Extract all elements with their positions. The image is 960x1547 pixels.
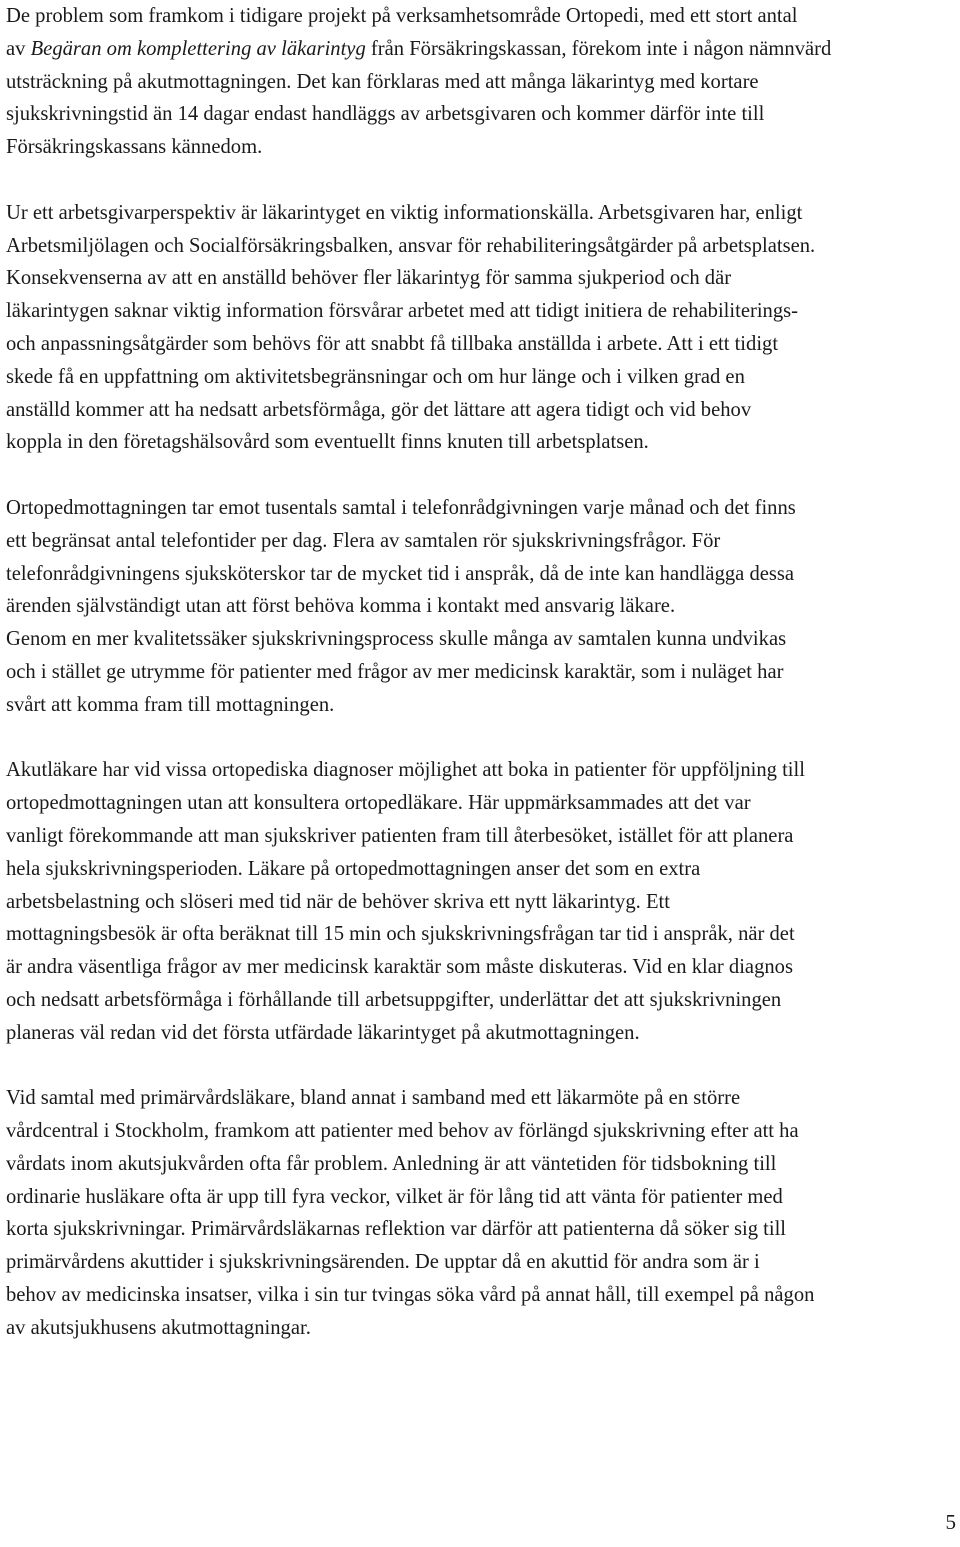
text-line: anställd kommer att ha nedsatt arbetsförmåga, gör det lättare att agera tidigt och vid behov xyxy=(6,398,752,421)
text-line: Arbetsmiljölagen och Socialförsäkringsbalken, ansvar för rehabiliteringsåtgärder på arbetsplatsen. xyxy=(6,234,816,257)
text-line: är andra väsentliga frågor av mer medicinsk karaktär som måste diskuteras. Vid en klar diagnos xyxy=(6,956,793,979)
text-line: Ur ett arbetsgivarperspektiv är läkarintyget en viktig informationskälla. Arbetsgivaren har, enligt xyxy=(6,201,803,224)
text-line: korta sjukskrivningar. Primärvårdsläkarnas reflektion var därför att patienterna då söker sig till xyxy=(6,1218,787,1241)
text-line: sjukskrivningstid än 14 dagar endast handläggs av arbetsgivaren och kommer därför inte till xyxy=(6,103,765,126)
text-line: behov av medicinska insatser, vilka i sin tur tvingas söka vård på annat håll, till exempel på någon xyxy=(6,1284,815,1307)
text-line: och i stället ge utrymme för patienter med frågor av mer medicinsk karaktär, som i nuläget har xyxy=(6,660,784,683)
text-line: läkarintygen saknar viktig information försvårar arbetet med att tidigt initiera de rehabiliterings- xyxy=(6,300,799,323)
text-line: utsträckning på akutmottagningen. Det kan förklaras med att många läkarintyg med kortare xyxy=(6,70,759,93)
text-line: Akutläkare har vid vissa ortopediska diagnoser möjlighet att boka in patienter för uppföljning till xyxy=(6,759,805,782)
text-line: Vid samtal med primärvårdsläkare, bland annat i samband med ett läkarmöte på en större xyxy=(6,1087,741,1110)
document-body xyxy=(6,0,954,1345)
text-line: arbetsbelastning och slöseri med tid när de behöver skriva ett nytt läkarintyg. Ett xyxy=(6,890,670,913)
italic-title: Begäran om komplettering av läkarintyg xyxy=(30,37,366,60)
text-line: ordinarie husläkare ofta är upp till fyra veckor, vilket är för lång tid att vänta för patienter med xyxy=(6,1185,783,1208)
paragraph xyxy=(6,492,954,722)
text-line: vårdats inom akutsjukvården ofta får problem. Anledning är att väntetiden för tidsbokning till xyxy=(6,1152,777,1175)
text-line: ärenden självständigt utan att först behöva komma i kontakt med ansvarig läkare. xyxy=(6,595,676,618)
text-line: av akutsjukhusens akutmottagningar. xyxy=(6,1316,311,1339)
text-line: och nedsatt arbetsförmåga i förhållande till arbetsuppgifter, underlättar det att sjukskrivningen xyxy=(6,988,782,1011)
text-line: Genom en mer kvalitetssäker sjukskrivningsprocess skulle många av samtalen kunna undvikas xyxy=(6,628,787,651)
page-number: 5 xyxy=(945,1510,956,1534)
text-line: hela sjukskrivningsperioden. Läkare på ortopedmottagningen anser det som en extra xyxy=(6,857,701,880)
text-line: De problem som framkom i tidigare projekt på verksamhetsområde Ortopedi, med ett stort antal xyxy=(6,5,798,27)
text-line: svårt att komma fram till mottagningen. xyxy=(6,693,335,716)
text-segment: av xyxy=(6,37,31,60)
text-line xyxy=(6,33,954,66)
text-line: Ortopedmottagningen tar emot tusentals samtal i telefonrådgivningen varje månad och det finns xyxy=(6,496,796,519)
text-line: koppla in den företagshälsovård som eventuellt finns knuten till arbetsplatsen. xyxy=(6,431,649,454)
text-line: planeras väl redan vid det första utfärdade läkarintyget på akutmottagningen. xyxy=(6,1021,640,1044)
paragraph xyxy=(6,197,954,459)
paragraph xyxy=(6,0,954,164)
text-line: primärvårdens akuttider i sjukskrivningsärenden. De upptar då en akuttid för andra som är i xyxy=(6,1251,760,1274)
text-line: Konsekvenserna av att en anställd behöver fler läkarintyg för samma sjukperiod och där xyxy=(6,267,732,290)
text-line: ett begränsat antal telefontider per dag. Flera av samtalen rör sjukskrivningsfrågor. För xyxy=(6,529,721,552)
paragraph xyxy=(6,1082,954,1344)
text-line: Försäkringskassans kännedom. xyxy=(6,136,263,159)
text-line: telefonrådgivningens sjuksköterskor tar de mycket tid i anspråk, då de inte kan handlägga dessa xyxy=(6,562,795,585)
paragraph xyxy=(6,754,954,1049)
text-line: skede få en uppfattning om aktivitetsbegränsningar och om hur länge och i vilken grad en xyxy=(6,365,745,388)
text-line: ortopedmottagningen utan att konsultera ortopedläkare. Här uppmärksammades att det var xyxy=(6,792,751,815)
text-line: vårdcentral i Stockholm, framkom att patienter med behov av förlängd sjukskrivning efter att ha xyxy=(6,1120,799,1143)
text-segment: från Försäkringskassan, förekom inte i någon nämnvärd xyxy=(365,37,832,60)
text-line: vanligt förekommande att man sjukskriver patienten fram till återbesöket, istället för att planera xyxy=(6,824,794,847)
text-line: och anpassningsåtgärder som behövs för att snabbt få tillbaka anställda i arbete. Att i ett tidigt xyxy=(6,332,779,355)
text-line: mottagningsbesök är ofta beräknat till 15 min och sjukskrivningsfrågan tar tid i anspråk, när det xyxy=(6,923,795,946)
